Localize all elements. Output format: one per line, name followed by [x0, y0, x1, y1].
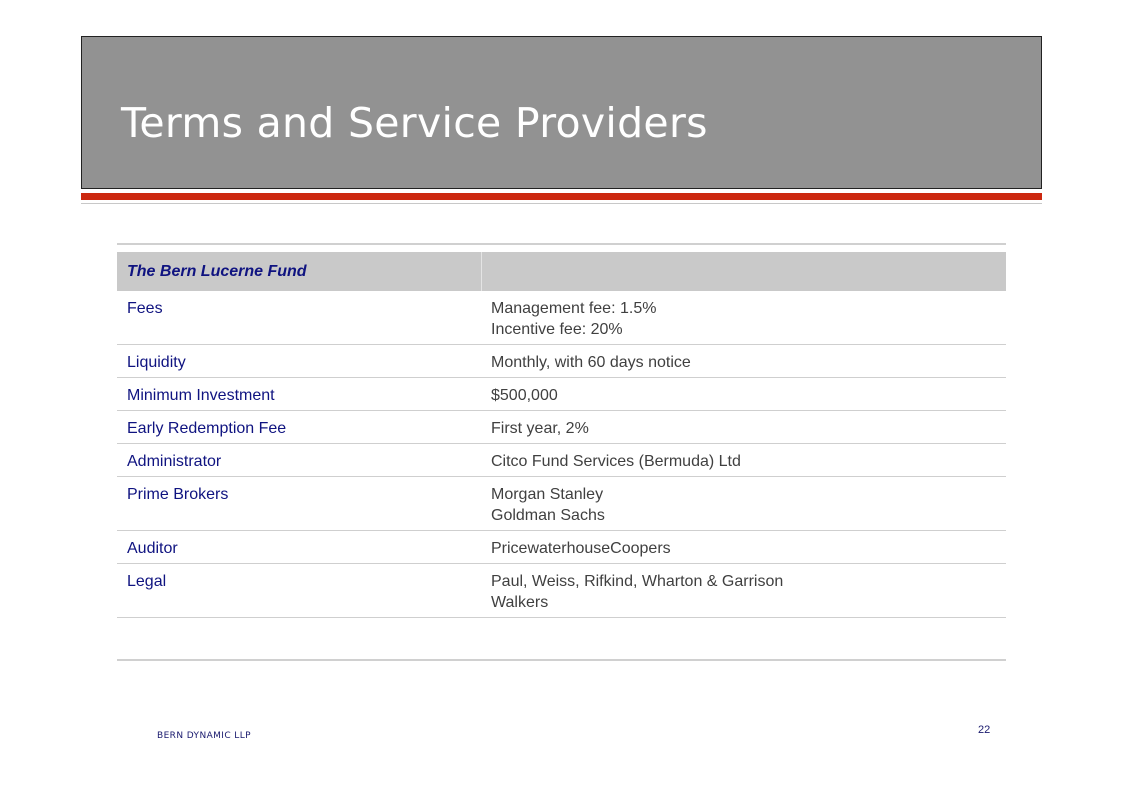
slide-title: Terms and Service Providers	[121, 99, 708, 147]
row-label: Early Redemption Fee	[117, 411, 481, 444]
row-value-line: Morgan Stanley	[491, 486, 604, 503]
row-label: Liquidity	[117, 345, 481, 378]
table-row-administrator	[117, 444, 1006, 477]
row-value-line: $500,000	[491, 387, 558, 404]
row-value-line: Incentive fee: 20%	[491, 321, 623, 338]
row-label: Minimum Investment	[117, 378, 481, 411]
row-value-line: PricewaterhouseCoopers	[491, 540, 671, 557]
row-value-line: Management fee: 1.5%	[491, 300, 657, 317]
row-value	[481, 477, 1006, 531]
row-value	[481, 444, 1006, 477]
row-value-line: Goldman Sachs	[491, 507, 605, 524]
row-value-line: Monthly, with 60 days notice	[491, 354, 691, 371]
row-value	[481, 345, 1006, 378]
table-row-fees	[117, 291, 1006, 345]
row-label: Legal	[117, 564, 481, 618]
footer-company-name: BERN DYNAMIC LLP	[157, 731, 251, 741]
fund-name-header: The Bern Lucerne Fund	[117, 252, 481, 291]
table-row-auditor	[117, 531, 1006, 564]
row-value-line: First year, 2%	[491, 420, 589, 437]
table-row-liquidity	[117, 345, 1006, 378]
row-label: Fees	[117, 291, 481, 345]
table-header-row	[117, 252, 1006, 291]
row-value-line: Walkers	[491, 594, 549, 611]
table-row-early-redemption-fee	[117, 411, 1006, 444]
row-value-line: Paul, Weiss, Rifkind, Wharton & Garrison	[491, 573, 784, 590]
accent-line	[81, 203, 1042, 204]
table-row-legal	[117, 564, 1006, 618]
row-value-line: Citco Fund Services (Bermuda) Ltd	[491, 453, 741, 470]
page-number: 22	[978, 724, 991, 736]
row-value	[481, 531, 1006, 564]
terms-table	[117, 243, 1006, 618]
row-value	[481, 411, 1006, 444]
table-row-prime-brokers	[117, 477, 1006, 531]
row-value	[481, 291, 1006, 345]
table-row-minimum-investment	[117, 378, 1006, 411]
row-label: Administrator	[117, 444, 481, 477]
title-banner	[81, 36, 1042, 189]
table-header-right	[481, 252, 1006, 291]
table-bottom-rule	[117, 659, 1006, 661]
row-value	[481, 564, 1006, 618]
row-label: Auditor	[117, 531, 481, 564]
row-value	[481, 378, 1006, 411]
table-top-spacer	[117, 244, 1006, 252]
accent-bar	[81, 193, 1042, 200]
row-label: Prime Brokers	[117, 477, 481, 531]
